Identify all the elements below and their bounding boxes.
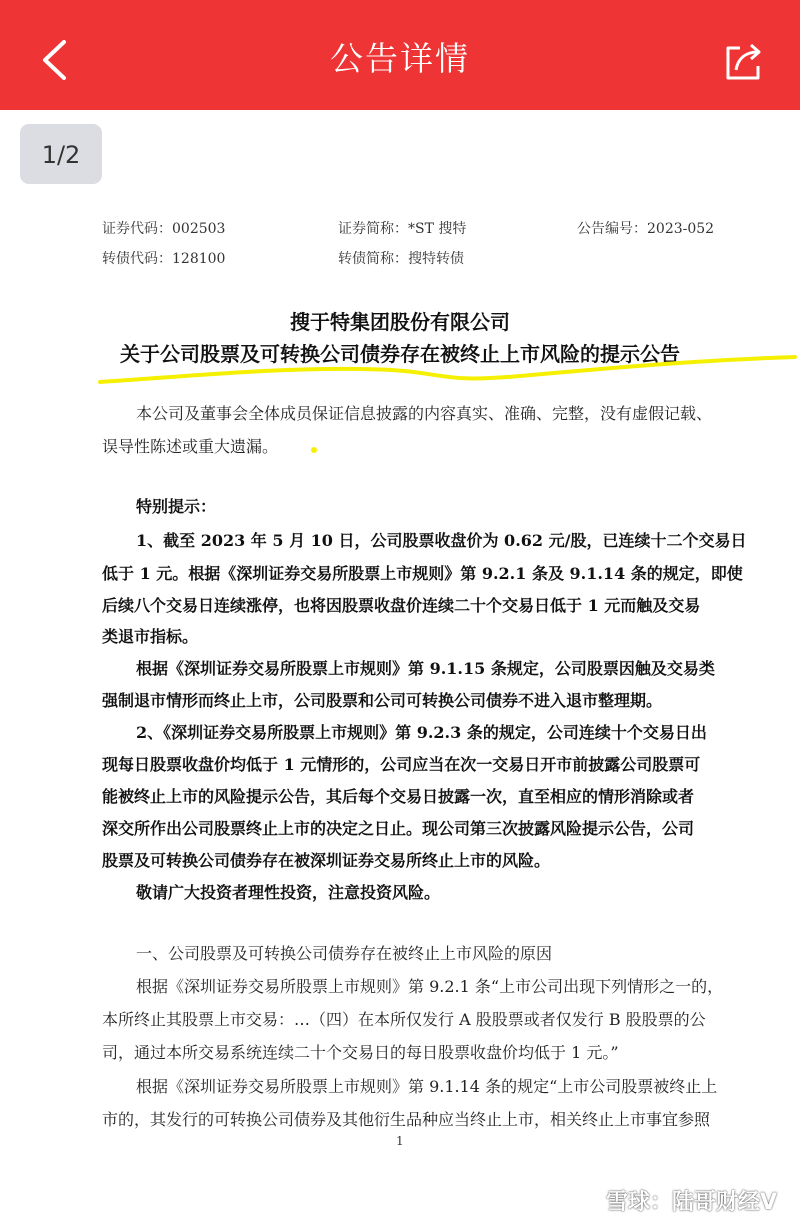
snowball-logo-icon [574,1187,600,1213]
p3-line-3: 能被终止上市的风险提示公告，其后每个交易日披露一次，直至相应的情形消除或者 [102,787,695,806]
s1p1-line-3: 司，通过本所交易系统连续二十个交易日的每日股票收盘价均低于 1 元。” [102,1043,619,1062]
bond-name: 转债简称：搜特转债 [338,251,464,267]
share-icon [722,40,768,82]
p1-line-1: 1、截至 2023 年 5 月 10 日，公司股票收盘价为 0.62 元/股，已连续十二个交易日 [136,531,747,550]
p4-line: 敬请广大投资者理性投资，注意投资风险。 [136,883,441,902]
p1-line-3: 后续八个交易日连续涨停，也将因股票收盘价连续二十个交易日低于 1 元而触及交易 [102,596,701,615]
p3-line-5: 股票及可转换公司债券存在被深圳证券交易所终止上市的风险。 [102,851,551,870]
p2-line-1: 根据《深圳证券交易所股票上市规则》第 9.1.15 条规定，公司股票因触及交易类 [136,659,715,678]
section1-heading: 一、公司股票及可转换公司债券存在被终止上市风险的原因 [136,944,553,963]
p1-line-4: 类退市指标。 [102,627,199,646]
top-app-bar [0,0,800,110]
statement-line-2: 误导性陈述或重大遗漏。 [102,437,279,456]
stock-name: 证券简称：*ST 搜特 [338,221,467,237]
bond-code: 转债代码：128100 [102,251,226,267]
stock-code: 证券代码：002503 [102,221,226,237]
page-number: 1 [396,1134,404,1148]
notice-number: 公告编号：2023-052 [577,221,715,237]
chevron-left-icon [36,38,76,82]
watermark-text: 雪球：陆哥财经V [606,1189,778,1215]
s1p1-line-1: 根据《深圳证券交易所股票上市规则》第 9.2.1 条“上市公司出现下列情形之一的， [136,977,724,996]
p2-line-2: 强制退市情形而终止上市，公司股票和公司可转换公司债券不进入退市整理期。 [102,691,663,710]
company-name: 搜于特集团股份有限公司 [290,310,510,334]
statement-line-1: 本公司及董事会全体成员保证信息披露的内容真实、准确、完整，没有虚假记载、 [136,404,713,423]
s1p2-line-1: 根据《深圳证券交易所股票上市规则》第 9.1.14 条的规定“上市公司股票被终止上 [136,1077,718,1096]
share-button[interactable] [722,40,768,82]
s1p2-line-2: 市的，其发行的可转换公司债券及其他衍生品种应当终止上市，相关终止上市事宜参照 [102,1110,711,1129]
p3-line-4: 深交所作出公司股票终止上市的决定之日止。现公司第三次披露风险提示公告，公司 [102,819,695,838]
watermark [574,1185,777,1215]
page-title: 公告详情 [330,39,470,78]
p3-line-2: 现每日股票收盘价均低于 1 元情形的，公司应当在次一交易日开市前披露公司股票可 [102,755,701,774]
back-button[interactable] [36,38,76,82]
s1p1-line-2: 本所终止其股票上市交易：…（四）在本所仅发行 A 股股票或者仅发行 B 股股票的公 [102,1010,706,1029]
p3-line-1: 2、《深圳证券交易所股票上市规则》第 9.2.3 条的规定，公司连续十个交易日出 [136,723,707,742]
page-indicator: 1/2 [20,124,102,184]
notice-title: 关于公司股票及可转换公司债券存在被终止上市风险的提示公告 [120,342,680,366]
p1-line-2: 低于 1 元。根据《深圳证券交易所股票上市规则》第 9.2.1 条及 9.1.14 条的规定，即使 [102,564,743,583]
special-heading: 特别提示： [136,497,217,516]
